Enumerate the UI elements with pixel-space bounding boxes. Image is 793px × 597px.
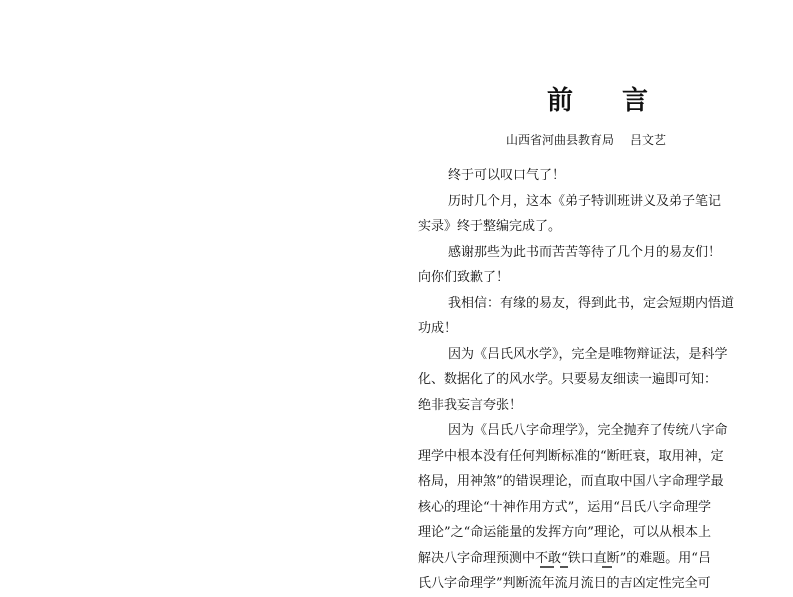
body-line: 历时几个月，这本《弟子特训班讲义及弟子笔记 [448,193,722,209]
author-name: 吕文艺 [630,133,667,147]
title-char-1: 前 [547,86,574,116]
body-line: 我相信：有缘的易友，得到此书，定会短期内悟道 [448,295,735,311]
body-line: 解决八字命理预测中不敢“铁口直断”的难题。用“吕 [418,550,711,566]
body-line: 功成！ [418,321,458,336]
body-line: 绝非我妄言夸张！ [418,397,523,413]
title-char-2: 言 [622,86,649,116]
body-line: 理论”之“命运能量的发挥方向”理论，可以从根本上 [418,525,711,540]
body-line: 因为《吕氏风水学》，完全是唯物辩证法，是科学 [448,346,728,362]
body-line: 理学中根本没有任何判断标准的“断旺衰，取用神，定 [418,448,724,464]
scan-mark [540,566,554,568]
body-line: 格局，用神煞”的错误理论，而直取中国八字命理学最 [418,474,724,489]
body-line: 因为《吕氏八字命理学》，完全抛弃了传统八字命 [448,423,728,438]
body-line: 实录》终于整编完成了。 [418,219,562,234]
body-line: 向你们致歉了！ [418,270,510,285]
body-line: 化、数据化了的风水学。只要易友细读一遍即可知： [418,372,718,387]
author-unit: 山西省河曲县教育局 [506,133,615,147]
author-line [506,132,666,148]
body-line: 核心的理论“十神作用方式”，运用“吕氏八字命理学 [418,499,711,515]
scan-mark [560,566,568,568]
preface-body [418,163,770,597]
preface-page [410,0,770,591]
body-line: 终于可以叹口气了！ [448,168,566,183]
scan-edge-marks [540,566,620,572]
body-line: 氏八字命理学”判断流年流月流日的吉凶定性完全可 [418,576,711,591]
scan-mark [602,566,612,568]
body-line: 感谢那些为此书而苦苦等待了几个月的易友们！ [448,244,722,260]
blank-left-page [0,0,400,576]
